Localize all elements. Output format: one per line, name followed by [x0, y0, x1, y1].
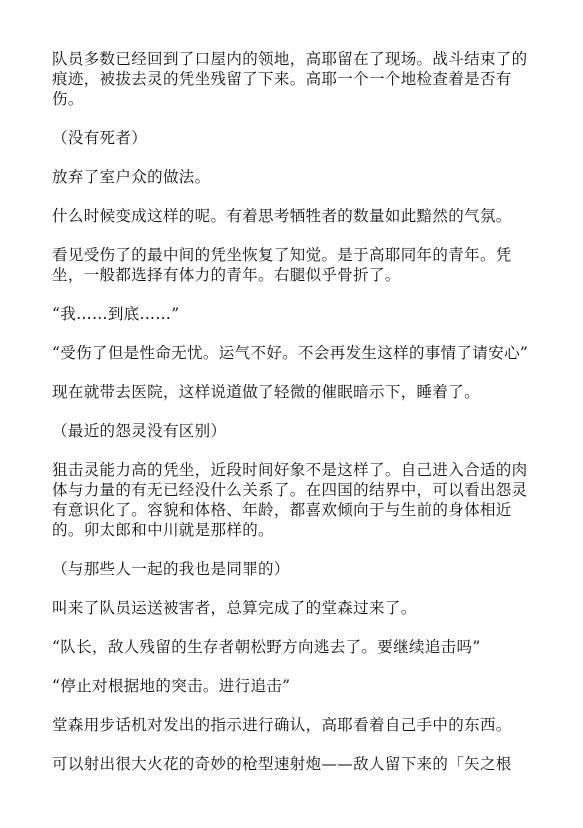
paragraph: 堂森用步话机对发出的指示进行确认，高耶看着自己手中的东西。 [52, 716, 512, 734]
paragraph: “我……到底……” [52, 305, 180, 323]
paragraph: 狙击灵能力高的凭坐，近段时间好象不是这样了。自己进入合适的肉体与力量的有无已经没什么关系了。在四国的结界中，可以看出怨灵有意识化了。容貌和体格、年龄，都喜欢倾向于与生前的身体相近的。卯太郎和中川就是那样的。 [52, 461, 528, 539]
paragraph: （与那些人一起的我也是同罪的） [52, 560, 290, 578]
paragraph: “受伤了但是性命无忧。运气不好。不会再发生这样的事情了请安心” [52, 344, 529, 362]
paragraph: （最近的怨灵没有区别） [52, 422, 227, 440]
paragraph: “队长，敌人残留的生存者朝松野方向逃去了。要继续追击吗” [52, 638, 481, 656]
paragraph: 看见受伤了的最中间的凭坐恢复了知觉。是于高耶同年的青年。凭坐，一般都选择有体力的青年。右腿似乎骨折了。 [52, 246, 512, 284]
paragraph: 什么时候变成这样的呢。有着思考牺牲者的数量如此黯然的气氛。 [52, 207, 512, 225]
paragraph: 队员多数已经回到了口屋内的领地，高耶留在了现场。战斗结束了的痕迹，被拔去灵的凭坐残留了下来。高耶一个一个地检查着是否有伤。 [52, 50, 528, 108]
paragraph: 可以射出很大火花的奇妙的枪型速射炮——敌人留下来的「矢之根 [52, 755, 512, 773]
paragraph: 现在就带去医院，这样说道做了轻微的催眠暗示下，睡着了。 [52, 383, 480, 401]
paragraph: 叫来了队员运送被害者，总算完成了的堂森过来了。 [52, 599, 417, 617]
paragraph: （没有死者） [52, 129, 148, 147]
paragraph: 放弃了室户众的做法。 [52, 168, 211, 186]
paragraph: “停止对根据地的突击。进行追击” [52, 677, 291, 695]
document-page [52, 49, 532, 774]
